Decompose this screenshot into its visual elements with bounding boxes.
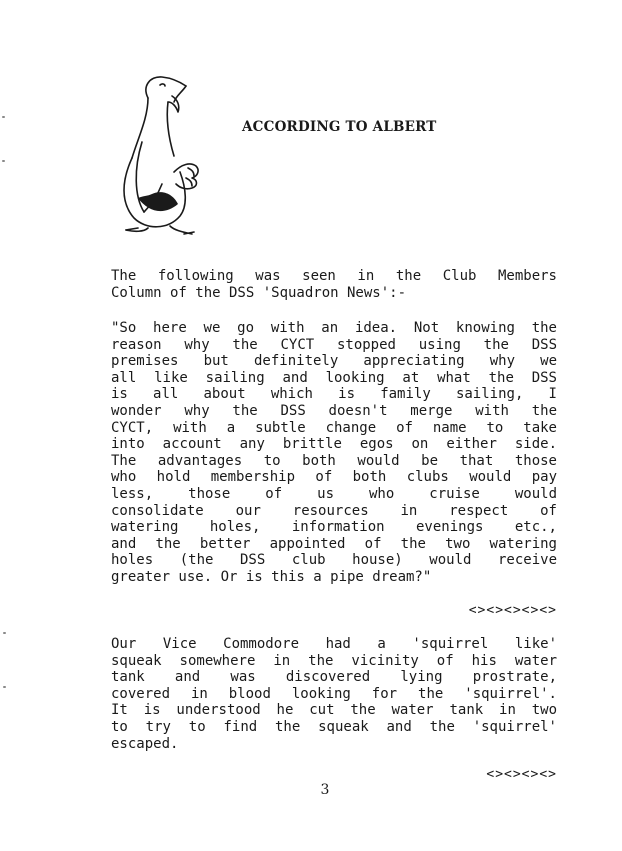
scan-speck <box>2 160 5 162</box>
albatross-cartoon-icon <box>108 72 208 240</box>
text-line: The following was seen in the Club Members <box>111 268 557 284</box>
intro-paragraph <box>111 268 557 301</box>
text-line: The advantages to both would be that those <box>111 452 557 469</box>
article-heading: ACCORDING TO ALBERT <box>242 119 437 135</box>
text-line: escaped. <box>111 735 179 752</box>
text-line: tank and was discovered lying prostrate, <box>111 669 557 686</box>
text-line: Our Vice Commodore had a 'squirrel like' <box>111 636 557 652</box>
story-paragraph <box>111 636 557 752</box>
text-line: less, those of us who cruise would <box>111 485 557 502</box>
text-line: CYCT, with a subtle change of name to take <box>111 419 557 436</box>
text-line: It is understood he cut the water tank in two <box>111 702 557 719</box>
text-line: all like sailing and looking at what the DSS <box>111 369 557 386</box>
text-line: greater use. Or is this a pipe dream?" <box>111 568 432 585</box>
scan-speck <box>3 632 6 634</box>
text-line: covered in blood looking for the 'squirrel'. <box>111 685 557 702</box>
text-line: and the better appointed of the two watering <box>111 535 557 552</box>
quoted-paragraph <box>111 320 557 586</box>
text-line: consolidate our resources in respect of <box>111 502 557 519</box>
text-line: Column of the DSS 'Squadron News':- <box>111 284 407 301</box>
text-line: premises but definitely appreciating why we <box>111 353 557 370</box>
text-line: "So here we go with an idea. Not knowing the <box>111 320 557 336</box>
text-line: who hold membership of both clubs would pay <box>111 469 557 486</box>
text-line: into account any brittle egos on either side. <box>111 436 557 453</box>
page-number: 3 <box>320 782 330 798</box>
text-line: to try to find the squeak and the 'squirrel' <box>111 718 557 735</box>
text-line: squeak somewhere in the vicinity of his water <box>111 652 557 669</box>
section-separator: <><><><> <box>486 767 557 782</box>
text-line: holes (the DSS club house) would receive <box>111 552 557 569</box>
scan-speck <box>2 116 5 118</box>
text-line: reason why the CYCT stopped using the DSS <box>111 336 557 353</box>
text-line: watering holes, information evenings etc., <box>111 519 557 536</box>
scan-speck <box>3 686 6 688</box>
text-line: wonder why the DSS doesn't merge with the <box>111 402 557 419</box>
section-separator: <><><><><> <box>468 603 557 618</box>
text-line: is all about which is family sailing, I <box>111 386 557 403</box>
